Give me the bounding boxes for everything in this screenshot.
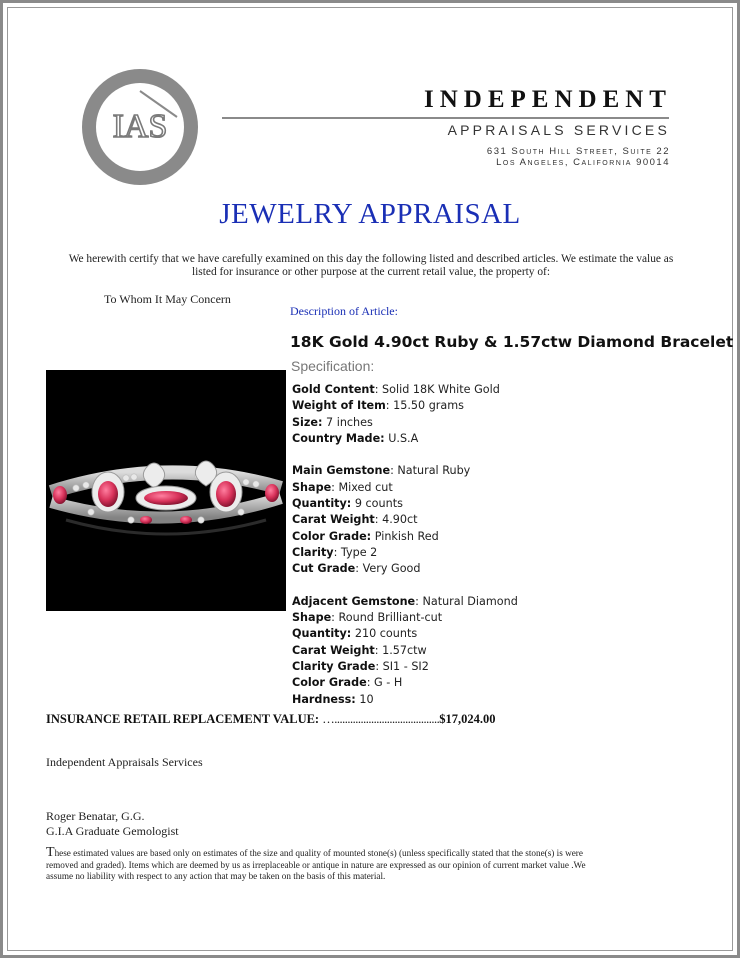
value-label: INSURANCE RETAIL REPLACEMENT VALUE: bbox=[46, 712, 320, 726]
spec-label: Quantity: bbox=[292, 497, 352, 511]
spec-row bbox=[292, 626, 518, 642]
header-divider bbox=[222, 117, 669, 119]
bracelet-photo bbox=[46, 370, 286, 611]
ruby-diamond-bracelet-image bbox=[46, 370, 286, 611]
appraiser bbox=[46, 809, 179, 839]
insurance-value bbox=[46, 712, 495, 727]
spec-value: 7 inches bbox=[326, 415, 373, 429]
appraiser-company: Independent Appraisals Services bbox=[46, 755, 203, 769]
item-title: 18K Gold 4.90ct Ruby & 1.57ctw Diamond Bracelet bbox=[290, 333, 734, 351]
spec-value: Very Good bbox=[362, 562, 421, 576]
spec-label: Clarity bbox=[292, 545, 334, 559]
spec-label: Size: bbox=[292, 415, 323, 429]
spec-label: Carat Weight bbox=[292, 513, 375, 527]
spec-row: Cut Grade: Very Good bbox=[292, 562, 421, 576]
recipient: To Whom It May Concern bbox=[104, 292, 231, 306]
spec-row: Clarity: Type 2 bbox=[292, 545, 378, 559]
adjacent-gemstone-specs bbox=[292, 594, 518, 708]
spec-label: Color Grade bbox=[292, 676, 367, 690]
disclaimer-text: hese estimated values are based only on estimates of the size and quality of mounted stone(s) (unless specifically stated that the stone(s) is were removed and graded). Items which are deemed by us as irreplaceable or antique in nature are expressed as our opinion of current market value .We assume no liability with respect to any action that may be taken on the basis of this material. bbox=[46, 848, 586, 882]
spec-label: Adjacent Gemstone bbox=[292, 594, 416, 608]
spec-row: Clarity Grade: SI1 - SI2 bbox=[292, 660, 429, 674]
spec-row: Carat Weight: 4.90ct bbox=[292, 513, 418, 527]
spec-label: Gold Content bbox=[292, 383, 375, 396]
spec-row bbox=[292, 431, 518, 447]
spec-row: Main Gemstone: Natural Ruby bbox=[292, 464, 471, 478]
spec-label: Country Made: bbox=[292, 431, 385, 445]
spec-value: 9 counts bbox=[354, 497, 403, 511]
certification-intro: We herewith certify that we have carefully examined on this day the following listed and described articles. We estimate the value as listed for insurance or other purpose at the current retail value, the property of: bbox=[68, 253, 674, 278]
ias-logo-icon bbox=[78, 65, 202, 189]
spacer bbox=[292, 578, 518, 594]
spec-row bbox=[292, 529, 518, 545]
spec-row bbox=[292, 692, 518, 708]
spec-label: Hardness: bbox=[292, 692, 356, 706]
spec-value: 4.90ct bbox=[382, 513, 418, 527]
spec-label: Main Gemstone bbox=[292, 464, 391, 478]
ias-logo bbox=[78, 65, 202, 189]
appraiser-credential: G.I.A Graduate Gemologist bbox=[46, 824, 179, 838]
gold-specs bbox=[292, 382, 518, 447]
main-gemstone-specs bbox=[292, 463, 518, 577]
spec-value: Solid 18K White Gold bbox=[382, 383, 500, 396]
spec-value: G - H bbox=[374, 676, 403, 690]
spec-label: Color Grade: bbox=[292, 529, 372, 543]
spec-value: 210 counts bbox=[354, 627, 418, 641]
spec-row: Adjacent Gemstone: Natural Diamond bbox=[292, 594, 518, 608]
spec-value: 10 bbox=[359, 692, 374, 706]
spec-row: Carat Weight: 1.57ctw bbox=[292, 643, 427, 657]
spec-label: Weight of Item bbox=[292, 399, 386, 413]
svg-text:Appraisal: Appraisal bbox=[112, 148, 168, 167]
spec-value: Type 2 bbox=[340, 545, 378, 559]
spec-row: Shape: Mixed cut bbox=[292, 480, 393, 494]
spec-value: Natural Diamond bbox=[422, 594, 518, 608]
spec-row: Gold Content: Solid 18K White Gold bbox=[292, 383, 500, 396]
specification-list bbox=[292, 382, 518, 708]
svg-text:IAS: IAS bbox=[112, 108, 168, 145]
spec-value: SI1 - SI2 bbox=[382, 660, 429, 674]
spec-row: Shape: Round Brilliant-cut bbox=[292, 611, 443, 625]
spec-value: 15.50 grams bbox=[393, 399, 464, 413]
spec-label: Quantity: bbox=[292, 627, 352, 641]
spec-label: Shape bbox=[292, 611, 332, 625]
address-line-1: 631 South Hill Street, Suite 22 bbox=[486, 146, 670, 157]
document-title: JEWELRY APPRAISAL bbox=[219, 198, 521, 230]
spec-value: Pinkish Red bbox=[374, 529, 439, 543]
address-line-2: Los Angeles, California 90014 bbox=[496, 157, 670, 168]
spec-value: Mixed cut bbox=[338, 480, 393, 494]
spec-label: Clarity Grade bbox=[292, 660, 376, 674]
spec-value: 1.57ctw bbox=[382, 643, 427, 657]
spacer bbox=[292, 447, 518, 463]
spec-label: Cut Grade bbox=[292, 562, 356, 576]
value-leader-dots: …........................................ bbox=[322, 712, 440, 726]
spec-label: Shape bbox=[292, 480, 332, 494]
value-amount: $17,024.00 bbox=[439, 712, 496, 726]
spec-row bbox=[292, 496, 518, 512]
description-label: Description of Article: bbox=[290, 304, 398, 318]
company-name: INDEPENDENT bbox=[424, 86, 672, 113]
specification-label: Specification: bbox=[291, 358, 375, 374]
disclaimer-initial: T bbox=[46, 845, 55, 860]
company-subtitle: APPRAISALS SERVICES bbox=[447, 122, 670, 138]
spec-row: Weight of Item: 15.50 grams bbox=[292, 399, 464, 413]
appraiser-name: Roger Benatar, G.G. bbox=[46, 809, 145, 823]
spec-value: U.S.A bbox=[388, 431, 419, 445]
spec-label: Carat Weight bbox=[292, 643, 375, 657]
disclaimer bbox=[46, 845, 598, 883]
spec-value: Round Brilliant-cut bbox=[338, 611, 443, 625]
spec-row: Color Grade: G - H bbox=[292, 676, 403, 690]
spec-value: Natural Ruby bbox=[397, 464, 471, 478]
spec-row bbox=[292, 415, 518, 431]
